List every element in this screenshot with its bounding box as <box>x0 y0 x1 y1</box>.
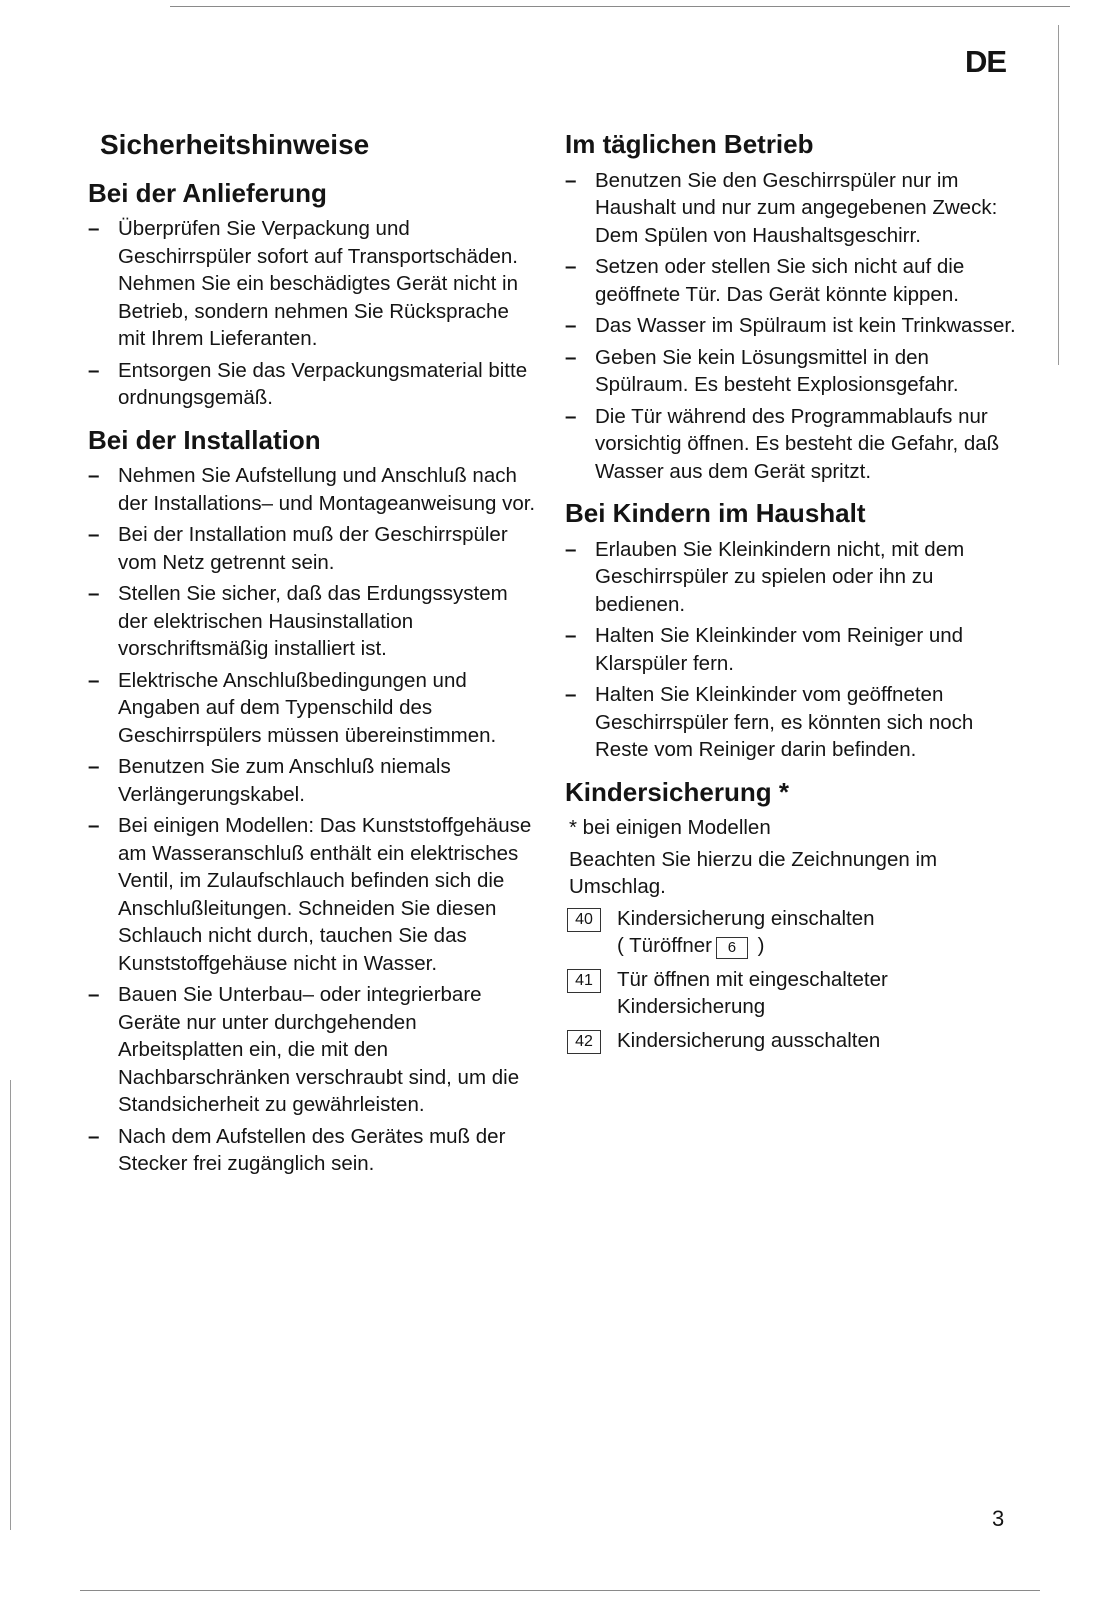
list-item: – Das Wasser im Spülraum ist kein Trinkwasser. <box>565 312 1025 340</box>
bottom-edge-rule <box>80 1590 1040 1591</box>
list-item: – Benutzen Sie den Geschirrspüler nur im Haushalt und nur zum angegebenen Zweck: Dem Spülen von Haushaltsgeschirr. <box>565 167 1025 250</box>
list-item: – Stellen Sie sicher, daß das Erdungssystem der elektrischen Hausinstallation vorschriftsmäßig installiert ist. <box>88 580 538 663</box>
child-lock-footnote: * bei einigen Modellen <box>569 816 771 839</box>
list-item: – Überprüfen Sie Verpackung und Geschirrspüler sofort auf Transportschäden. Nehmen Sie ein beschädigtes Gerät nicht in Betrieb, sondern nehmen Sie Rücksprache mit Ihrem Lieferanten. <box>88 215 538 353</box>
left-column <box>88 128 538 1182</box>
child-lock-note: Beachten Sie hierzu die Zeichnungen im Umschlag. <box>569 847 938 898</box>
step-text: Kindersicherung einschalten <box>617 906 875 930</box>
section-heading-installation: Bei der Installation <box>88 424 321 455</box>
figure-ref-box: 42 <box>567 1030 601 1054</box>
section-heading-daily-use: Im täglichen Betrieb <box>565 129 814 159</box>
right-column <box>565 128 1025 1060</box>
step-text: Tür öffnen mit eingeschalteter Kindersicherung <box>617 967 888 1018</box>
list-item: – Setzen oder stellen Sie sich nicht auf die geöffnete Tür. Das Gerät könnte kippen. <box>565 253 1025 308</box>
section-heading-children: Bei Kindern im Haushalt <box>565 498 866 528</box>
list-item: – Nehmen Sie Aufstellung und Anschluß nach der Installations– und Montageanweisung vor. <box>88 462 538 517</box>
daily-use-list <box>565 167 1025 486</box>
list-item: – Halten Sie Kleinkinder vom geöffneten Geschirrspüler fern, es könnten sich noch Reste vom Reiniger darin befinden. <box>565 681 1025 764</box>
list-item: – Halten Sie Kleinkinder vom Reiniger und Klarspüler fern. <box>565 622 1025 677</box>
figure-ref-box: 40 <box>567 908 601 932</box>
section-heading-child-lock: Kindersicherung * <box>565 776 789 807</box>
list-item: – Elektrische Anschlußbedingungen und Angaben auf dem Typenschild des Geschirrspülers müssen übereinstimmen. <box>88 667 538 750</box>
children-list <box>565 536 1025 764</box>
list-item: – Nach dem Aufstellen des Gerätes muß der Stecker frei zugänglich sein. <box>88 1123 538 1178</box>
door-opener-note: ( Türöffner 6 ) <box>617 934 765 957</box>
installation-list <box>88 462 538 1178</box>
page-number: 3 <box>992 1506 1005 1531</box>
figure-ref-box: 6 <box>716 937 748 959</box>
list-item: – Erlauben Sie Kleinkindern nicht, mit dem Geschirrspüler zu spielen oder ihn zu bedienen. <box>565 536 1025 619</box>
step-text: Kindersicherung ausschalten <box>617 1028 881 1052</box>
page-title: Sicherheitshinweise <box>100 129 370 160</box>
top-edge-rule <box>170 6 1070 7</box>
list-item: – Die Tür während des Programmablaufs nur vorsichtig öffnen. Es besteht die Gefahr, daß Wasser aus dem Gerät spritzt. <box>565 403 1025 486</box>
right-edge-mark <box>1058 25 1059 365</box>
figure-ref-box: 41 <box>567 969 601 993</box>
list-item: – Bei einigen Modellen: Das Kunststoffgehäuse am Wasseranschluß enthält ein elektrisches Ventil, im Zulaufschlauch befinden sich die Anschlußleitungen. Schneiden Sie diesen Schlauch nicht durch, tauchen Sie das Kunststoffgehäuse nicht in Wasser. <box>88 812 538 977</box>
list-item: – Geben Sie kein Lösungsmittel in den Spülraum. Es besteht Explosionsgefahr. <box>565 344 1025 399</box>
left-edge-mark <box>10 1080 11 1530</box>
child-lock-step <box>565 966 1025 1021</box>
child-lock-step <box>565 905 1025 960</box>
language-tag: DE <box>965 44 1007 79</box>
list-item: – Benutzen Sie zum Anschluß niemals Verlängerungskabel. <box>88 753 538 808</box>
delivery-list <box>88 215 538 412</box>
section-heading-delivery: Bei der Anlieferung <box>88 177 327 208</box>
list-item: – Bei der Installation muß der Geschirrspüler vom Netz getrennt sein. <box>88 521 538 576</box>
list-item: – Bauen Sie Unterbau– oder integrierbare Geräte nur unter durchgehenden Arbeitsplatten ein, die mit den Nachbarschränken verschraubt sind, um die Standsicherheit zu gewährleisten. <box>88 981 538 1119</box>
child-lock-step <box>565 1027 1025 1055</box>
list-item: – Entsorgen Sie das Verpackungsmaterial bitte ordnungsgemäß. <box>88 357 538 412</box>
